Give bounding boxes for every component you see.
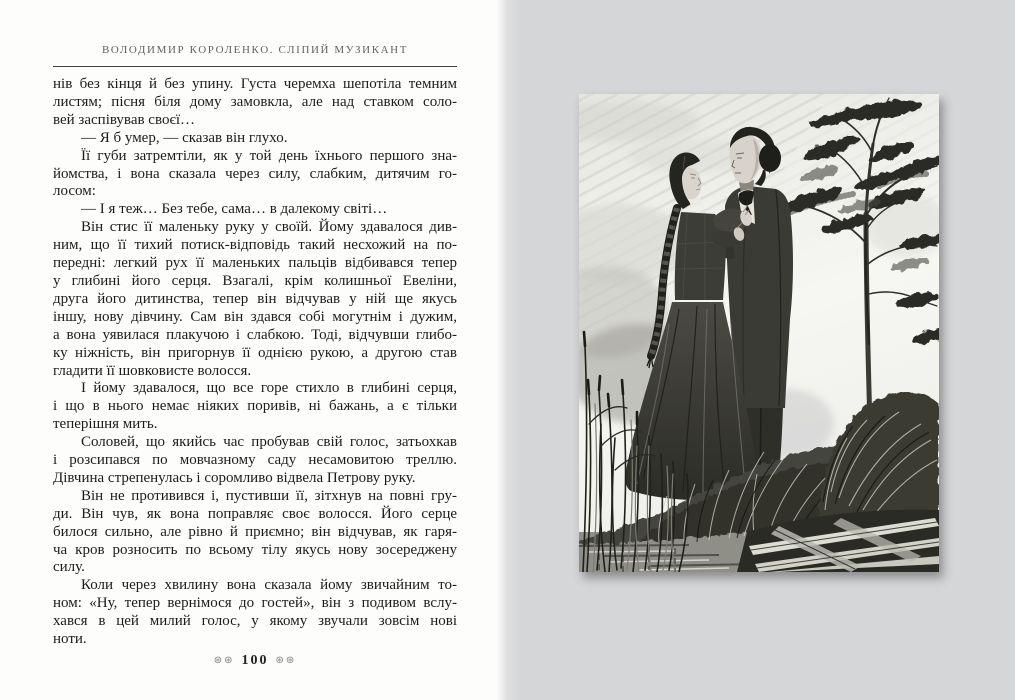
footer-ornament-icon: ⊛⊛ xyxy=(275,655,297,666)
text-line: Він не противився і, пустивши її, зітхнув на повні гру- xyxy=(81,487,457,504)
right-page xyxy=(506,0,1015,700)
text-line: йомства, і вона сказала через силу, слабким, дитячим го- xyxy=(53,165,457,182)
text-line: ди. Він чув, як вона поправляє своє волосся. Його серце xyxy=(53,505,457,522)
text-line: гладити її шовковисте волосся. xyxy=(53,362,252,379)
text-line: Соловей, що якийсь час пробував свій голос, затьохкав xyxy=(81,434,457,451)
text-line: і що в нього немає ніяких поривів, ні бажань, а є тільки xyxy=(53,398,457,415)
header-rule xyxy=(53,66,457,67)
text-line: друга його дитинства, тепер він відчував у ній ще якусь xyxy=(53,290,457,307)
text-line: Дівчина стрепенулась і соромливо відвела Петрову руку. xyxy=(53,469,416,486)
text-line: хався в цей милий голос, у якому звучали зовсім нові xyxy=(53,613,457,630)
text-line: ном: «Ну, тепер вернімося до гостей», він з подивом вслу- xyxy=(53,595,457,612)
page-footer xyxy=(53,651,457,669)
text-line: билося сильно, але рівно й приємно; він відчував, як гаря- xyxy=(53,523,457,540)
text-line: іншу, нову дівчину. Сам він здався собі могутнім і дужим, xyxy=(53,308,457,325)
text-line: ним, що її тихий потиск-відповідь такий несхожий на по- xyxy=(53,237,457,254)
text-line: Коли через хвилину вона сказала йому звичайним то- xyxy=(81,577,457,594)
text-line: теперішня мить. xyxy=(53,416,158,433)
left-page xyxy=(0,0,506,700)
running-header: ВОЛОДИМИР КОРОЛЕНКО. СЛІПИЙ МУЗИКАНТ xyxy=(101,44,409,56)
text-line: — І я теж… Без тебе, сама… в далекому світі… xyxy=(81,201,388,218)
text-line: Він стис її маленьку руку у своїй. Йому здавалося див- xyxy=(81,219,457,236)
text-line: у глибині його серця. Взагалі, крім колишньої Евеліни, xyxy=(53,272,457,289)
text-line: а вона уявилася плакучою і слабкою. Тоді, відчувши глибо- xyxy=(53,326,457,343)
footer-ornament-icon: ⊛⊛ xyxy=(213,655,235,666)
page-number: 100 xyxy=(241,653,269,668)
text-line: і розсипався по мовчазному саду несамовитою треллю. xyxy=(53,452,457,469)
body-text xyxy=(53,76,457,649)
text-line: лосом: xyxy=(53,183,96,200)
text-line: Її губи затремтіли, як у той день їхнього першого зна- xyxy=(81,147,457,164)
text-line: ку ніжність, він пригорнув її однією рукою, а другою став xyxy=(53,344,457,361)
text-line: ноти. xyxy=(53,631,87,648)
book-illustration xyxy=(579,94,939,572)
text-line: І йому здавалося, що все горе стихло в глибині серця, xyxy=(81,380,457,397)
text-line: силу. xyxy=(53,559,85,576)
text-line: листям; пісня біля дому замовкла, але над ставком соло- xyxy=(53,93,457,110)
text-line: нів без кінця й без упину. Густа черемха шепотіла темним xyxy=(53,76,457,92)
text-line: передні: легкий рух її маленьких пальців відбивався тепер xyxy=(53,255,457,272)
text-line: ча кров розносить по всьому тілу якусь нову зосереджену xyxy=(53,541,457,558)
text-line: — Я б умер, — сказав він глухо. xyxy=(81,129,288,146)
text-line: вей заспівував своєї… xyxy=(53,111,196,128)
